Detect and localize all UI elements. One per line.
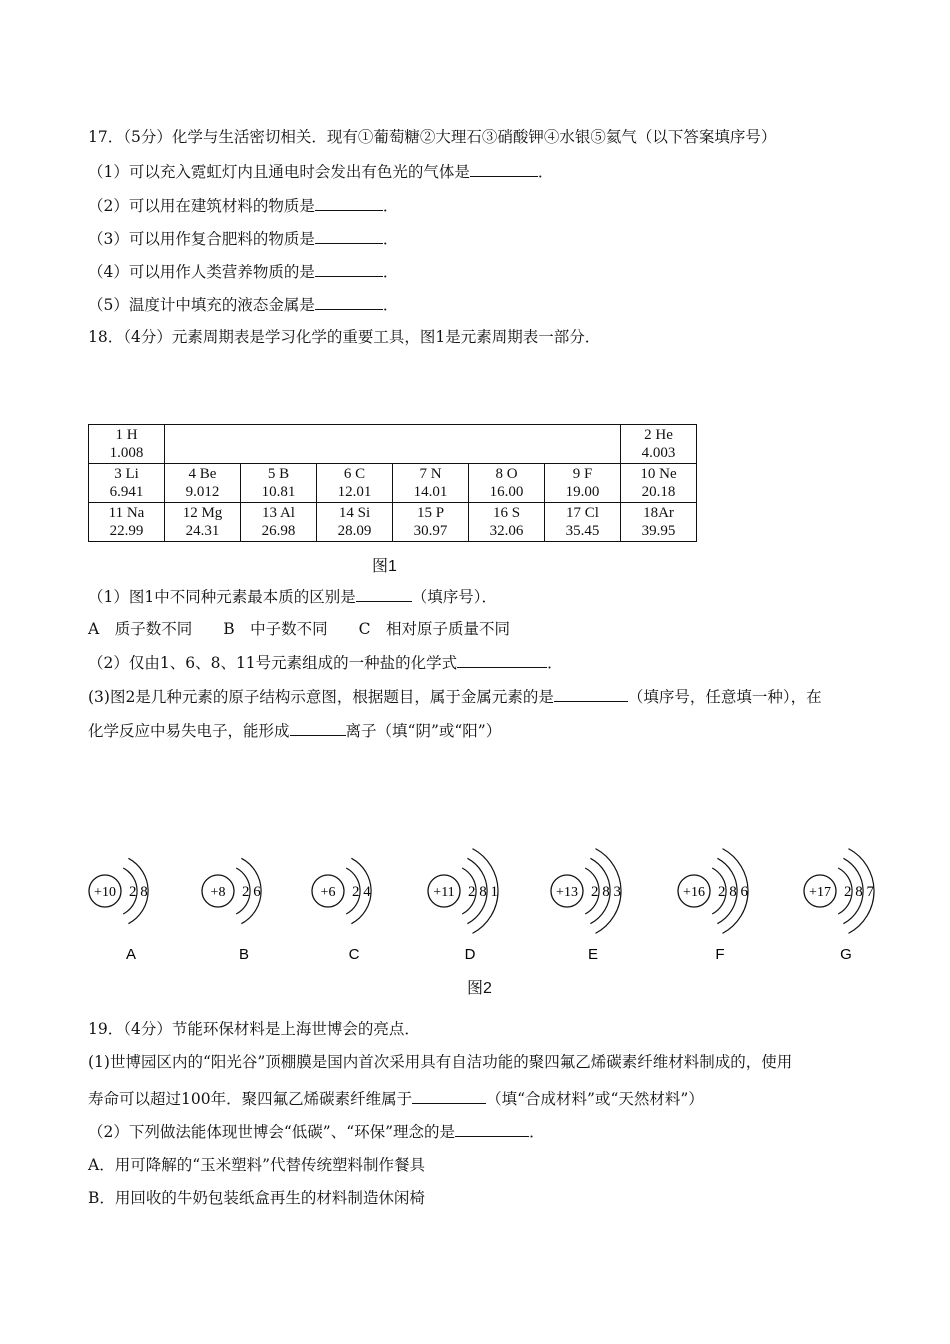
element-mass: 9.012 — [185, 484, 220, 500]
element-cell — [89, 503, 165, 542]
q17-item-end: ． — [382, 230, 399, 248]
q18-part-1 — [88, 586, 497, 607]
answer-blank[interactable] — [470, 161, 538, 177]
answer-blank[interactable] — [356, 586, 412, 602]
atom-diagram — [551, 849, 621, 963]
element-symbol: 2 He — [644, 427, 673, 443]
electron-counts: 2 8 6 — [718, 884, 748, 900]
element-mass: 4.003 — [641, 445, 676, 461]
q18-part-1-text: （1）图1中不同种元素最本质的区别是 — [88, 588, 356, 606]
element-symbol: 5 B — [267, 466, 290, 482]
atom-diagram — [89, 858, 148, 963]
element-cell — [469, 503, 545, 542]
electron-counts: 2 4 — [352, 884, 371, 900]
q18-part-3-cont — [88, 720, 501, 741]
element-symbol: 4 Be — [188, 466, 217, 482]
atom-structure-diagrams — [80, 820, 880, 970]
answer-blank[interactable] — [457, 652, 547, 668]
element-symbol: 15 P — [416, 505, 445, 521]
element-cell — [393, 503, 469, 542]
electron-counts: 2 8 3 — [591, 884, 621, 900]
element-mass: 12.01 — [337, 484, 372, 500]
q17-item-end: ． — [382, 197, 399, 215]
atom-label: F — [715, 946, 725, 963]
q19-option-b: B．用回收的牛奶包装纸盒再生的材料制造休闲椅 — [88, 1189, 425, 1207]
atom-diagram — [804, 849, 875, 963]
atom-label: D — [464, 946, 476, 963]
q19-stem: 19．（4分）节能环保材料是上海世博会的亮点． — [88, 1020, 420, 1038]
element-cell — [317, 464, 393, 503]
atom-label: G — [840, 946, 852, 963]
q19-part-2 — [88, 1121, 545, 1142]
atom-diagram — [202, 858, 261, 963]
atom-label: C — [348, 946, 360, 963]
element-symbol: 7 N — [419, 466, 442, 482]
atom-diagram — [678, 849, 749, 963]
q17-item-end: ． — [382, 296, 399, 314]
fig2-caption: 图2 — [467, 980, 492, 997]
q17-item-4 — [88, 261, 398, 282]
atom-label: A — [125, 946, 137, 963]
element-mass: 20.18 — [641, 484, 676, 500]
q18-part-1-tail: （填序号）． — [411, 588, 497, 606]
element-symbol: 14 Si — [338, 505, 371, 521]
q17-stem: 17．（5分）化学与生活密切相关．现有①葡萄糖②大理石③硝酸钾④水银⑤氦气（以下答案填序号） — [88, 128, 777, 146]
answer-blank[interactable] — [412, 1088, 486, 1104]
element-cell — [621, 464, 697, 503]
element-mass: 19.00 — [565, 484, 600, 500]
nucleus-charge: +16 — [683, 885, 705, 900]
q19-part-1: (1)世博园区内的“阳光谷”顶棚膜是国内首次采用具有自洁功能的聚四氟乙烯碳素纤维材料制成的，使用 — [88, 1053, 793, 1071]
q18-part-3-cont-tail: 离子（填“阴”或“阳”） — [345, 722, 502, 740]
element-mass: 26.98 — [261, 523, 296, 539]
element-mass: 6.941 — [109, 484, 144, 500]
atom-label: E — [587, 946, 599, 963]
element-cell — [545, 503, 621, 542]
atom-diagram — [312, 858, 371, 963]
element-mass: 16.00 — [489, 484, 524, 500]
element-symbol: 13 Al — [262, 505, 295, 521]
q18-part-3-cont-text: 化学反应中易失电子，能形成 — [88, 722, 290, 740]
answer-blank[interactable] — [315, 195, 383, 211]
periodic-row-2 — [89, 464, 697, 503]
fig1-caption: 图1 — [372, 558, 397, 575]
q17-item-1 — [88, 161, 553, 182]
nucleus-charge: +17 — [809, 885, 831, 900]
element-symbol: 16 S — [492, 505, 521, 521]
element-mass: 14.01 — [413, 484, 448, 500]
answer-blank[interactable] — [554, 686, 628, 702]
electron-counts: 2 8 1 — [468, 884, 498, 900]
atom-label: B — [238, 946, 250, 963]
answer-blank[interactable] — [455, 1121, 529, 1137]
element-cell — [165, 503, 241, 542]
q18-part-3-text: (3)图2是几种元素的原子结构示意图，根据题目，属于金属元素的是 — [88, 688, 554, 706]
nucleus-charge: +13 — [556, 885, 578, 900]
q17-item-end: ． — [537, 163, 554, 181]
element-cell — [621, 503, 697, 542]
q17-item-5 — [88, 294, 398, 315]
q18-part-2 — [88, 652, 563, 673]
q19-option-a: A．用可降解的“玉米塑料”代替传统塑料制作餐具 — [88, 1156, 426, 1174]
element-cell — [545, 464, 621, 503]
element-symbol: 12 Mg — [182, 505, 223, 521]
q17-item-4-text: （4）可以用作人类营养物质的是 — [88, 263, 315, 281]
element-cell — [165, 464, 241, 503]
electron-counts: 2 6 — [242, 884, 261, 900]
element-symbol: 3 Li — [114, 466, 139, 482]
q18-part-2-tail: ． — [547, 654, 563, 672]
element-mass: 30.97 — [413, 523, 448, 539]
nucleus-charge: +10 — [94, 885, 116, 900]
element-cell — [241, 503, 317, 542]
element-symbol: 17 Cl — [566, 505, 599, 521]
answer-blank[interactable] — [315, 261, 383, 277]
element-cell — [393, 464, 469, 503]
q17-item-2 — [88, 195, 398, 216]
element-mass: 28.09 — [337, 523, 372, 539]
element-mass: 1.008 — [109, 445, 144, 461]
element-mass: 39.95 — [641, 523, 676, 539]
element-mass: 24.31 — [185, 523, 220, 539]
q17-item-5-text: （5）温度计中填充的液态金属是 — [88, 296, 315, 314]
q17-item-end: ． — [382, 263, 399, 281]
q18-part-3 — [88, 686, 822, 707]
nucleus-charge: +11 — [433, 885, 455, 900]
element-cell — [89, 464, 165, 503]
q17-item-3-text: （3）可以用作复合肥料的物质是 — [88, 230, 315, 248]
q19-part-2-text: （2）下列做法能体现世博会“低碳”、“环保”理念的是 — [88, 1123, 456, 1141]
q18-part-2-text: （2）仅由1、6、8、11号元素组成的一种盐的化学式 — [88, 654, 458, 672]
periodic-table — [88, 424, 697, 542]
element-cell — [317, 503, 393, 542]
answer-blank[interactable] — [290, 720, 346, 736]
electron-counts: 2 8 — [129, 884, 148, 900]
nucleus-charge: +8 — [210, 885, 226, 900]
q19-part-2-tail: ． — [529, 1123, 545, 1141]
element-symbol: 6 C — [343, 466, 366, 482]
q18-stem: 18．（4分）元素周期表是学习化学的重要工具，图1是元素周期表一部分． — [88, 328, 601, 346]
atom-diagram — [428, 849, 498, 963]
q19-part-1-cont-text: 寿命可以超过100年．聚四氟乙烯碳素纤维属于 — [88, 1090, 413, 1108]
periodic-row-1 — [89, 425, 697, 464]
q19-part-1-cont — [88, 1088, 704, 1109]
electron-counts: 2 8 7 — [844, 884, 874, 900]
element-symbol: 1 H — [115, 427, 138, 443]
q19-part-1-cont-tail: （填“合成材料”或“天然材料”） — [486, 1090, 704, 1108]
element-mass: 22.99 — [109, 523, 144, 539]
element-symbol: 10 Ne — [640, 466, 677, 482]
element-symbol: 18Ar — [643, 505, 674, 521]
table-gap — [165, 425, 621, 464]
q18-options: A 质子数不同 B 中子数不同 C 相对原子质量不同 — [88, 620, 510, 638]
element-symbol: 11 Na — [108, 505, 145, 521]
q17-item-2-text: （2）可以用在建筑材料的物质是 — [88, 197, 315, 215]
element-symbol: 9 F — [572, 466, 593, 482]
element-cell — [241, 464, 317, 503]
q17-item-3 — [88, 228, 398, 249]
nucleus-charge: +6 — [320, 885, 336, 900]
element-mass: 32.06 — [489, 523, 524, 539]
periodic-row-3 — [89, 503, 697, 542]
answer-blank[interactable] — [315, 294, 383, 310]
element-cell — [621, 425, 697, 464]
q17-item-1-text: （1）可以充入霓虹灯内且通电时会发出有色光的气体是 — [88, 163, 470, 181]
element-cell — [469, 464, 545, 503]
element-symbol: 8 O — [495, 466, 518, 482]
element-cell — [89, 425, 165, 464]
answer-blank[interactable] — [315, 228, 383, 244]
element-mass: 35.45 — [565, 523, 600, 539]
q18-part-3-tail: （填序号，任意填一种），在 — [627, 688, 822, 706]
element-mass: 10.81 — [261, 484, 296, 500]
